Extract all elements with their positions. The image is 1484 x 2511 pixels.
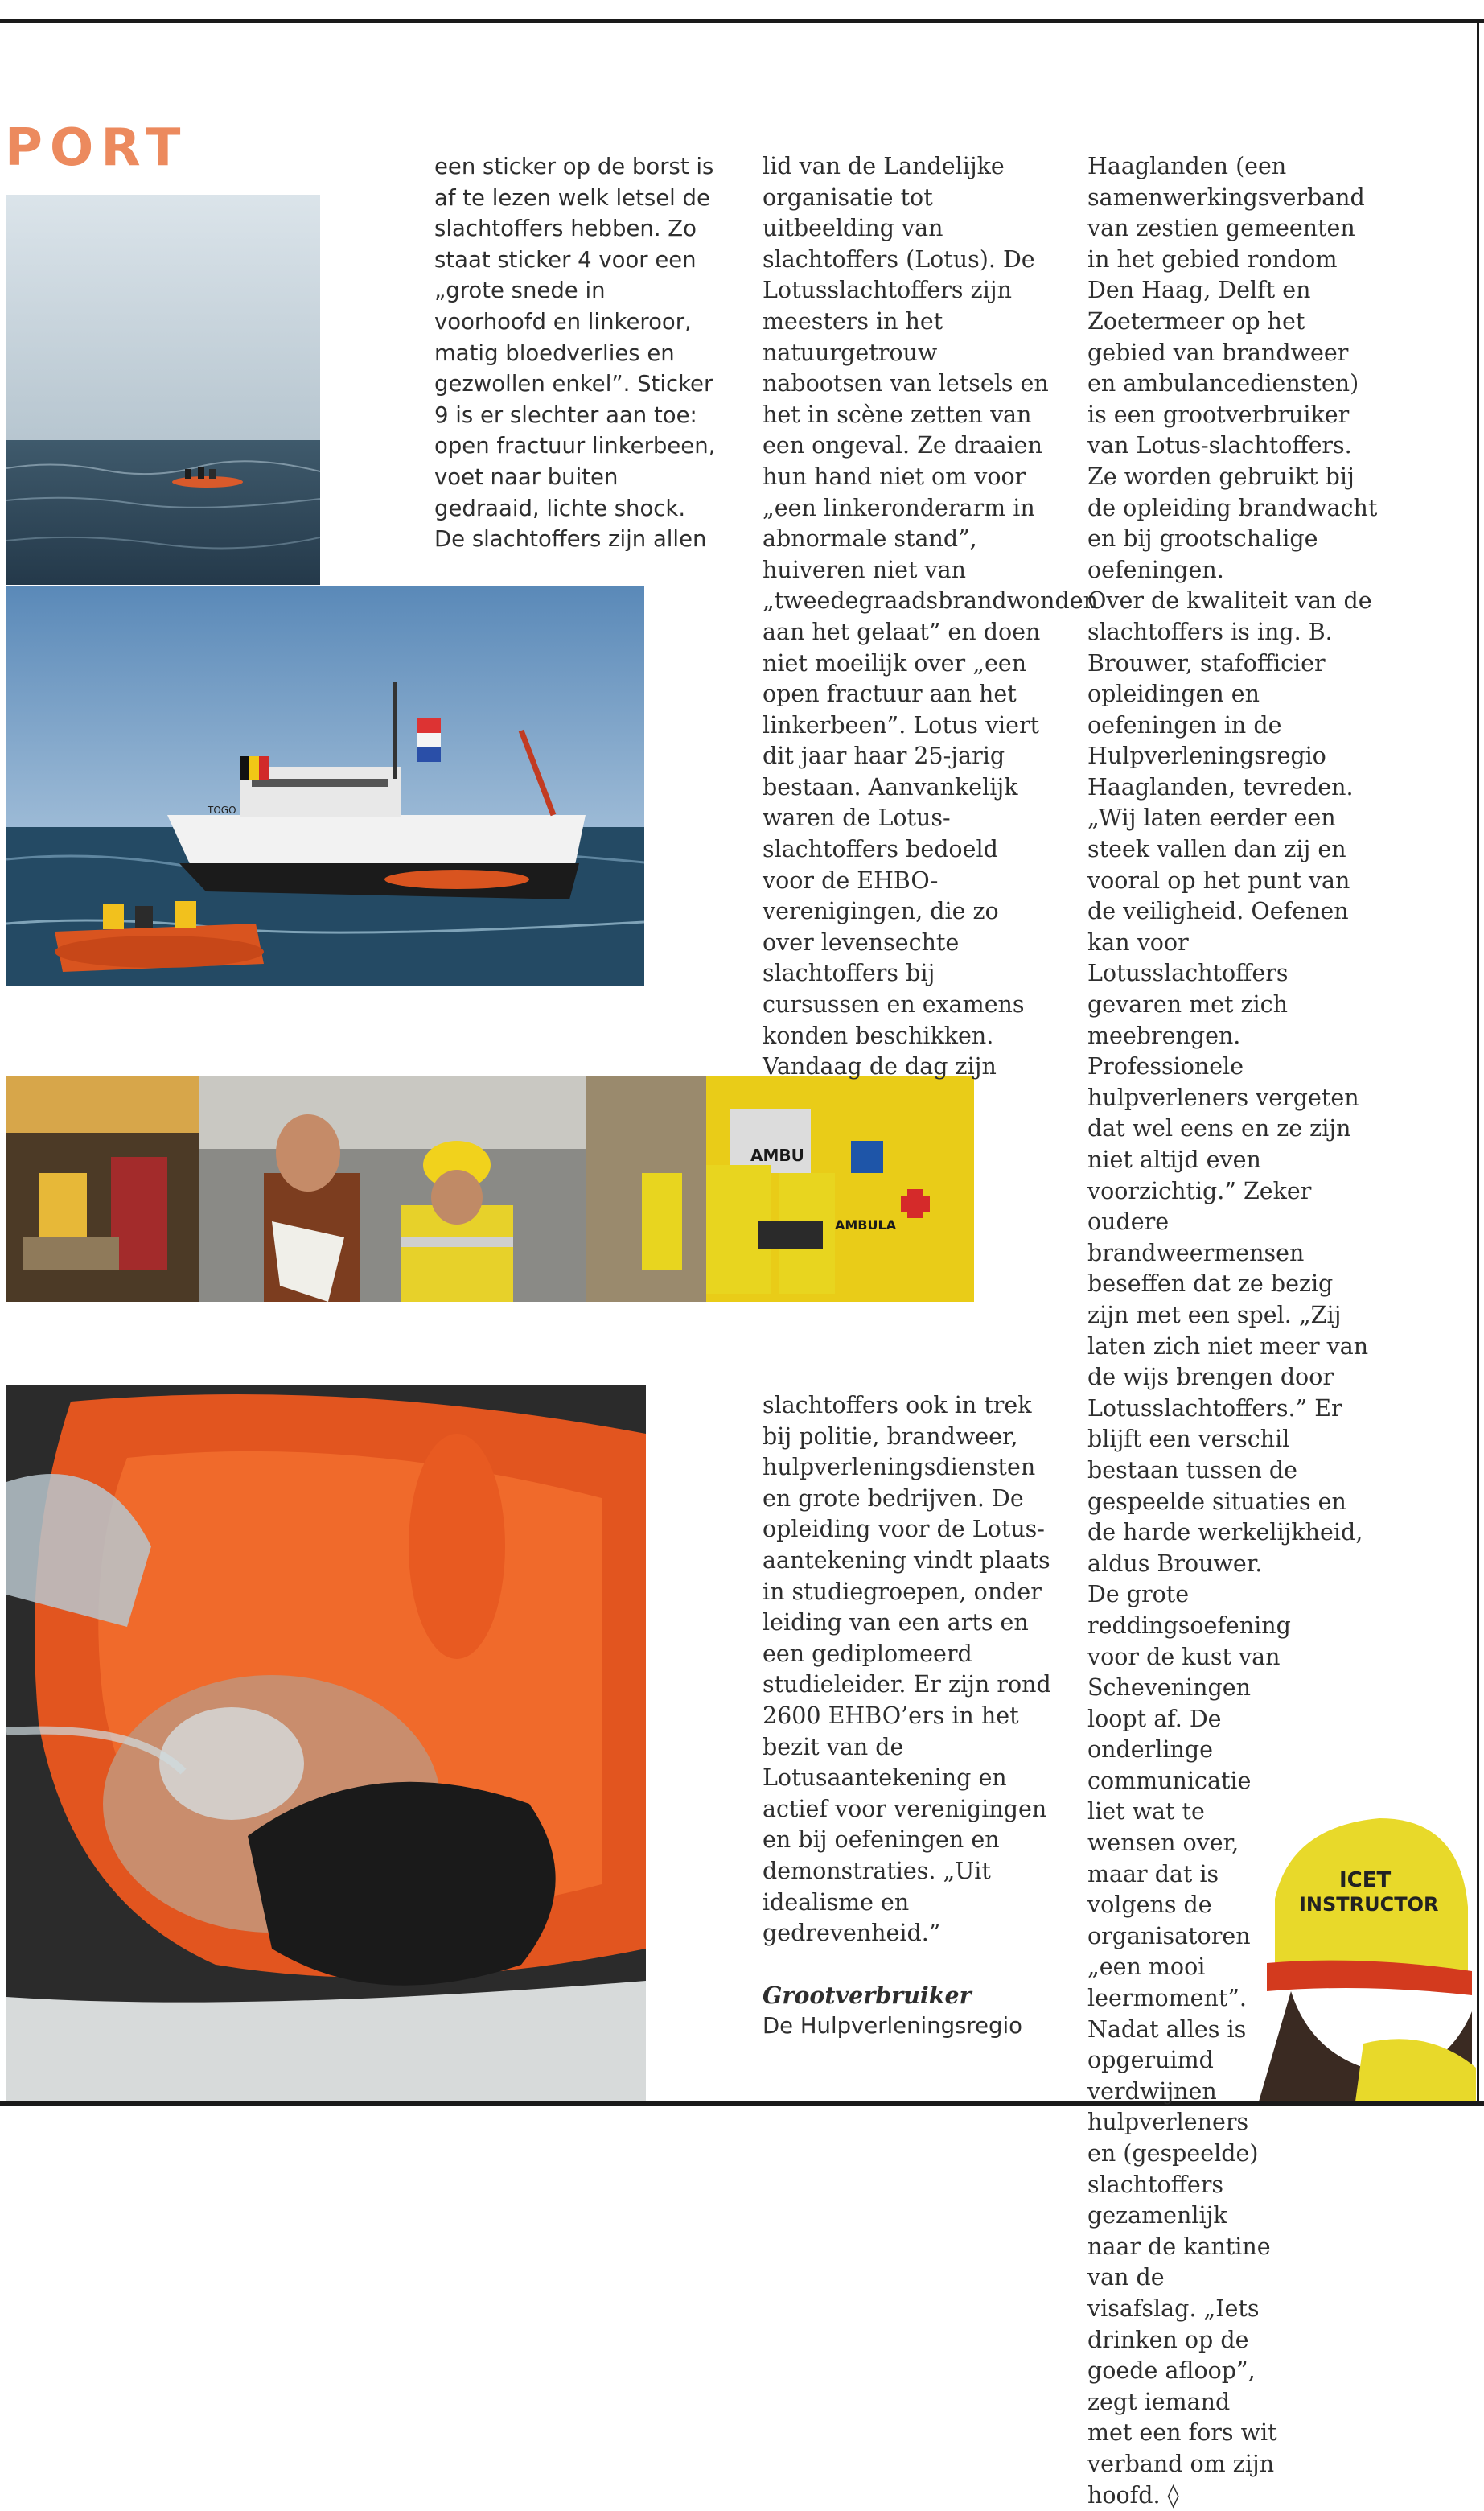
ship-name-label: TOGO [208, 805, 236, 816]
photo-victim-oxygen-mask [6, 1385, 646, 2101]
subheading-grootverbruiker: Grootverbruiker [763, 1981, 972, 2009]
article-column-2-top [763, 151, 1099, 1083]
ambulance-label-2: AMBULA [835, 1217, 897, 1233]
right-rule [1477, 19, 1479, 2105]
column-2-end-line: De Hulpverleningsregio [763, 2013, 1022, 2040]
helmet-label-instructor: INSTRUCTOR [1299, 1893, 1439, 1916]
article-column-3 [1087, 151, 1381, 2511]
column-3-paragraph-1: Haaglanden (een samenwerkingsverband van zestien gemeenten in het gebied rondom Den Haag, Delft en Zoetermeer op het gebied van brandweer en ambulancediensten) is een grootverbruiker van Lotus-slachtoffers. Ze worden gebruikt bij de opleiding brandwacht en bij grootschalige oefeningen. [1087, 153, 1378, 583]
column-2-bottom-paragraph: slachtoffers ook in trek bij politie, brandweer, hulpverleningsdiensten en grote bedrijven. De opleiding voor de Lotus-aantekening vindt plaats in studiegroepen, onder leiding van een arts en een gediplomeerd studieleider. Er zijn rond 2600 EHBO’ers in het bezit van de Lotusaantekening en actief voor verenigingen en bij oefeningen en demonstraties. „Uit idealisme en gedrevenheid.” [763, 1392, 1051, 1947]
ambulance-label: AMBU [750, 1146, 804, 1165]
helmet-label-icet: ICET [1339, 1868, 1392, 1892]
column-2-top-paragraph: lid van de Landelijke organisatie tot uitbeelding van slachtoffers (Lotus). De Lotusslachtoffers zijn meesters in het natuurgetrouw nabootsen van letsels en het in scène zetten van een ongeval. Ze draaien hun hand niet om voor „een linkeronderarm in abnormale stand”, huiveren niet van „tweedegraadsbrandwonden aan het gelaat” en doen niet moeilijk over „een open fractuur aan het linkerbeen”. Lotus viert dit jaar haar 25-jarig bestaan. Aanvankelijk waren de Lotus-slachtoffers bedoeld voor de EHBO-verenigingen, die zo over levensechte slachtoffers bij cursussen en examens konden beschikken. Vandaag de dag zijn [763, 153, 1099, 1081]
photo-rescue-scenes-strip [6, 1076, 974, 1302]
column-1-paragraph-2: De slachtoffers zijn allen [434, 526, 707, 553]
column-3-paragraph-2: Over de kwaliteit van de slachtoffers is ing. B. Brouwer, stafofficier opleidingen en oefeningen in de Hulpverleningsregio Haaglanden, tevreden. „Wij laten eerder een steek vallen dan zij en vooral op het punt van de veiligheid. Oefenen kan voor Lotusslachtoffers gevaren met zich meebrengen. Professionele hulpverleners vergeten dat wel eens en ze zijn niet altijd even voorzichtig.” Zeker oudere brandweermensen beseffen dat ze bezig zijn met een spel. „Zij laten zich niet meer van de wijs brengen door Lotusslachtoffers.” Er blijft een verschil bestaan tussen de gespeelde situaties en de harde werkelijkheid, aldus Brouwer. [1087, 587, 1372, 1577]
column-3-paragraph-3: De grote reddingsoefening voor de kust van Scheveningen loopt af. De onderlinge communicatie liet wat te wensen over, maar dat is volgens de organisatoren „een mooi leermoment”. Nadat alles is opgeruimd verdwijnen hulpverleners en (gespeelde) slachtoffers gezamenlijk naar de kantine van de visafslag. „Iets drinken op de goede afloop”, zegt iemand met een fors wit verband om zijn hoofd. ◊ [1087, 1581, 1291, 2509]
article-column-1 [434, 151, 724, 555]
top-rule [0, 19, 1484, 23]
photo-ship-and-rescue-boat [6, 586, 644, 986]
photo-sea-rescue-boat [6, 195, 320, 585]
article-column-2-bottom [763, 1390, 1052, 2042]
section-label: PORT [5, 118, 188, 178]
column-1-paragraph-1: een sticker op de borst is af te lezen welk letsel de slachtoffers hebben. Zo staat sticker 4 voor een „grote snede in voorhoofd en linkeroor, matig bloedverlies en gezwollen enkel”. Sticker 9 is er slechter aan toe: open fractuur linkerbeen, voet naar buiten gedraaid, lichte shock. [434, 154, 716, 521]
